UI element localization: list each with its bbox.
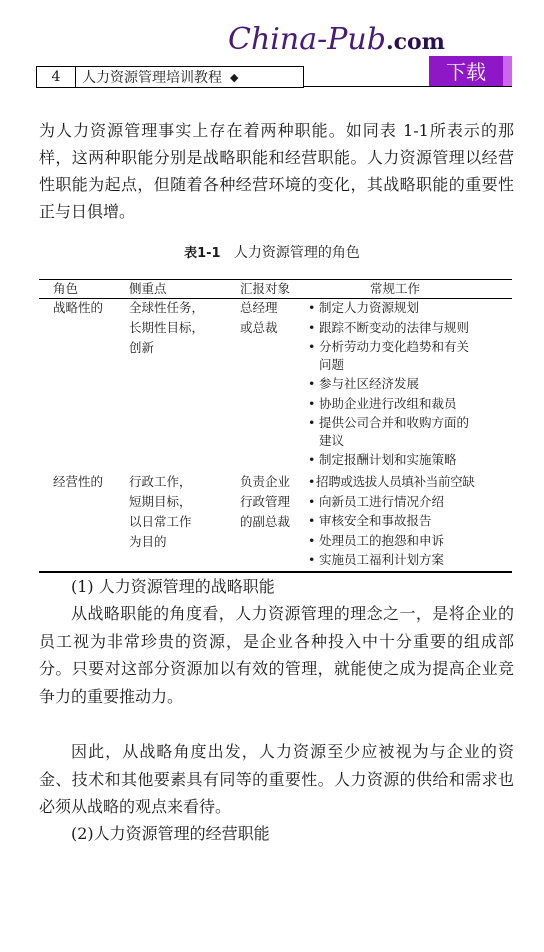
- table-cell-focus: 为目的: [129, 534, 167, 549]
- table-header-report: 汇报对象: [240, 281, 291, 296]
- china-pub-logo: [228, 22, 445, 57]
- intro-paragraph: 为人力资源管理事实上存在着两种职能。如同表 1-1所表示的那样，这两种职能分别是战略职能和经营职能。人力资源管理以经营性职能为起点，但随着各种经营环境的变化，其战略职能的重要性正与日俱增。: [39, 121, 514, 221]
- list-item: • 参与社区经济发展: [307, 376, 512, 393]
- table-cell-focus: 创新: [129, 340, 155, 355]
- section-paragraph: 因此，从战略角度出发，人力资源至少应被视为与企业的资金、技术和其他要素具有同等的重要性。人力资源的供给和需求也必须从战略的观点来看待。: [39, 742, 514, 816]
- list-item: • 招聘或选拔人员填补当前空缺: [307, 474, 512, 491]
- header-rule: [304, 86, 512, 87]
- table-cell-focus: 行政工作，: [129, 474, 192, 489]
- table-cell-report: 行政管理: [240, 494, 291, 509]
- list-item: • 制定人力资源规划: [307, 300, 512, 317]
- table-header-rule: [39, 298, 512, 299]
- section-paragraph: 从战略职能的角度看，人力资源管理的理念之一，是将企业的员工视为非常珍贵的资源，是企业各种投入中十分重要的组成部分。只要对这部分资源加以有效的管理，就能使之成为提高企业竞争力的重要推动力。: [39, 604, 514, 706]
- list-item: • 向新员工进行情况介绍: [307, 494, 512, 511]
- table-top-rule: [39, 279, 512, 280]
- list-item: • 提供公司合并和收购方面的: [307, 415, 512, 432]
- work-list-strategic: [307, 300, 512, 469]
- list-item-continuation: 问题: [319, 356, 345, 372]
- table-cell-role: 经营性的: [53, 474, 104, 489]
- table-caption: [0, 244, 544, 263]
- book-title: 人力资源管理培训教程: [82, 70, 222, 86]
- list-item: • 分析劳动力变化趋势和有关: [307, 339, 512, 356]
- running-header: [36, 66, 304, 88]
- table-cell-report: 或总裁: [240, 320, 278, 335]
- table-cell-focus: 长期性目标，: [129, 320, 205, 335]
- list-item: • 审核安全和事故报告: [307, 513, 512, 530]
- list-item: • 制定报酬计划和实施策略: [307, 452, 512, 469]
- table-header-role: 角色: [53, 281, 79, 296]
- table-caption-title: 人力资源管理的角色: [233, 245, 360, 261]
- list-item: • 协助企业进行改组和裁员: [307, 396, 512, 413]
- list-item: • 跟踪不断变动的法律与规则: [307, 320, 512, 337]
- table-header-focus: 侧重点: [129, 281, 167, 296]
- table-cell-focus: 全球性任务，: [129, 300, 205, 315]
- table-caption-number: 表1-1: [184, 246, 221, 261]
- download-button-edge: [503, 56, 512, 87]
- download-button[interactable]: 下载: [429, 56, 503, 87]
- list-item-continuation: 建议: [319, 432, 345, 448]
- table-cell-role: 战略性的: [53, 300, 104, 315]
- table-cell-report: 的副总裁: [240, 514, 291, 529]
- section-heading-strategic: (1) 人力资源管理的战略职能: [71, 577, 275, 596]
- logo-suffix: .com: [385, 29, 445, 55]
- table-cell-focus: 以日常工作: [129, 514, 192, 529]
- table-cell-focus: 短期目标，: [129, 494, 192, 509]
- table-cell-report: 总经理: [240, 300, 278, 315]
- list-item: • 实施员工福利计划方案: [307, 552, 512, 569]
- work-list-operational: [307, 474, 512, 569]
- list-item: • 处理员工的抱怨和申诉: [307, 533, 512, 550]
- logo-text: China-Pub: [228, 22, 386, 57]
- table-cell-report: 负责企业: [240, 474, 291, 489]
- diamond-marker-icon: ◆: [230, 70, 239, 84]
- section-heading-operational: (2)人力资源管理的经营职能: [71, 824, 270, 843]
- page-number: 4: [37, 67, 76, 87]
- table-header-work: 常规工作: [370, 281, 421, 296]
